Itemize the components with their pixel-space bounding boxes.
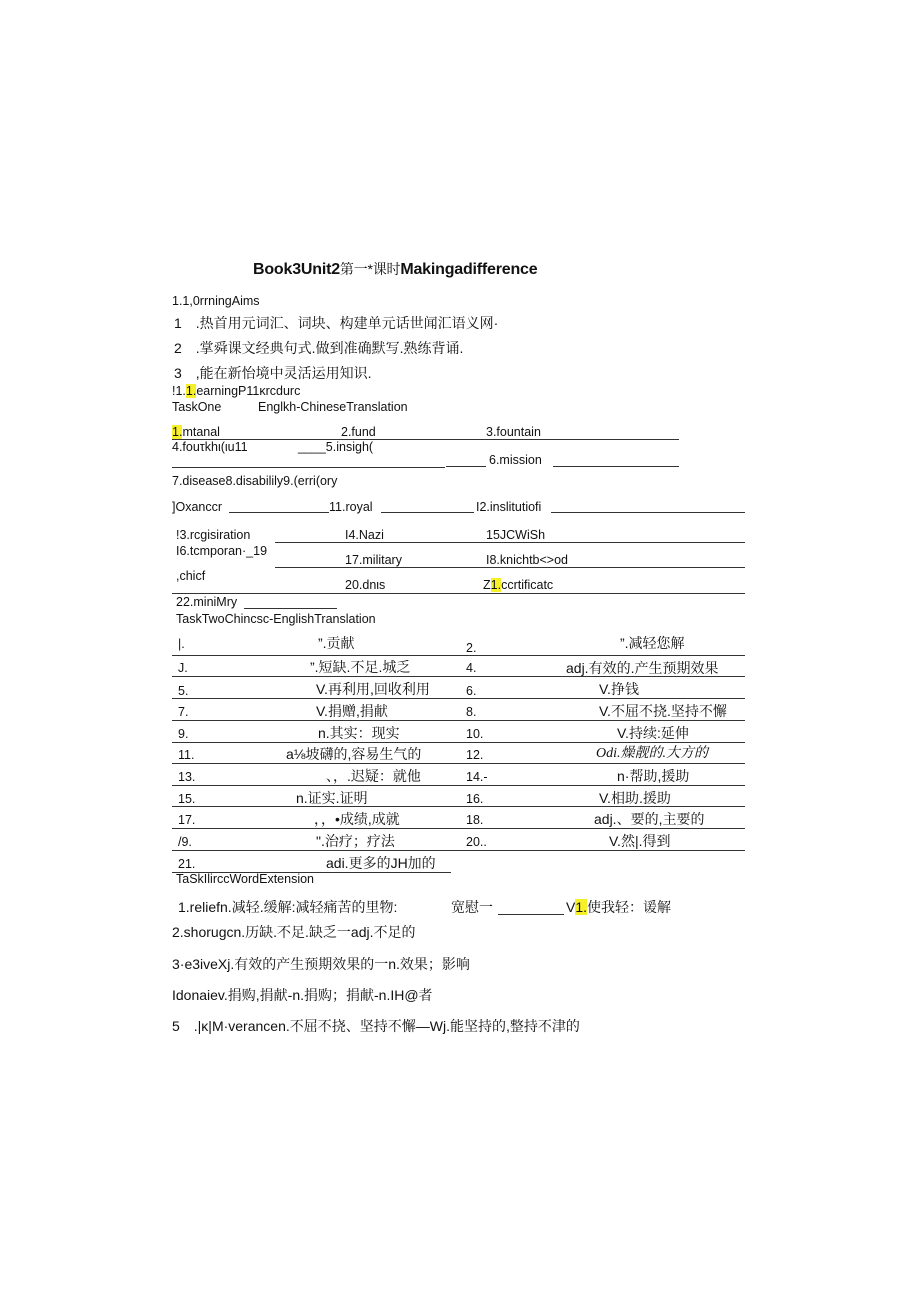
- ext-1-c-text: 使我轻：谖解: [587, 899, 672, 915]
- page-title: [253, 262, 537, 277]
- word-3: 3.fountain: [486, 425, 541, 439]
- row9-right-num: 18.: [466, 813, 484, 827]
- aims-heading: 1.1,0rrningAims: [172, 294, 260, 308]
- answer-line: [275, 542, 745, 543]
- answer-line: [498, 914, 564, 915]
- answer-line: [553, 466, 679, 467]
- row9-right-text: adj.、要的,主要的: [594, 811, 705, 827]
- answer-line: [172, 763, 745, 764]
- row2-left-num: J.: [178, 661, 188, 675]
- row3-left-text: V.再利用,回收利用: [316, 681, 430, 697]
- row11-left-text: adi.更多的JH加的: [326, 855, 436, 871]
- task-two-title: TaskTwoChincsc-EnglishTranslation: [176, 612, 376, 626]
- answer-line: [275, 567, 745, 568]
- word-13: !3.rcgisiration: [176, 528, 251, 542]
- title-left: Book3Unit2: [253, 261, 340, 278]
- row1-left-num: |.: [178, 637, 185, 651]
- answer-line: [172, 593, 745, 594]
- word-1-num: 1.: [172, 425, 183, 439]
- answer-line: [172, 698, 745, 699]
- row8-left-text: n.证实.证明: [296, 790, 368, 806]
- word-14: I4.Nazi: [345, 528, 384, 542]
- answer-line: [172, 655, 745, 656]
- word-12: I2.inslitutiofi: [476, 500, 542, 514]
- word-1-text: mtanal: [182, 425, 220, 439]
- row2-right-num: 4.: [466, 661, 477, 675]
- row8-right-text: V.相助.援助: [599, 790, 671, 806]
- answer-line: [172, 720, 745, 721]
- aim-item-1: [174, 316, 498, 331]
- answer-line: [172, 676, 745, 677]
- answer-line: [551, 512, 745, 513]
- answer-line: [172, 806, 745, 807]
- ext-1: 1.reliefn.减轻.缓解:减轻痛苦的里物:: [178, 899, 398, 915]
- row3-left-num: 5.: [178, 684, 189, 698]
- ext-3: 3·e3iveXj.有效的产生预期效果的一n.效果；影响: [172, 956, 470, 972]
- row3-right-text: V.挣钱: [599, 681, 639, 697]
- answer-line: [172, 850, 745, 851]
- ext-5: 5 .|κ|M·verancen.不屈不挠、坚持不懈—Wj.能坚持的,整持不津的: [172, 1018, 580, 1034]
- row10-left-text: ".治疗；疗法: [316, 833, 395, 849]
- row5-left-num: 9.: [178, 727, 189, 741]
- row8-right-num: 16.: [466, 792, 484, 806]
- word-7-9: 7.disease8.disabilily9.(erri(ory: [172, 474, 338, 488]
- task-three-title: TaSkIlirccWordExtension: [176, 872, 315, 886]
- row3-right-num: 6.: [466, 684, 477, 698]
- row6-left-num: 11.: [178, 748, 195, 762]
- row6-right-num: 12.: [466, 748, 484, 762]
- row4-left-num: 7.: [178, 705, 189, 719]
- answer-line: [229, 512, 329, 513]
- learning-post: earningP11κrcdurc: [196, 384, 301, 398]
- row10-right-text: V.然|.得到: [609, 833, 671, 849]
- word-19: ,chicf: [176, 569, 206, 583]
- ext-2: 2.shorugcn.历缺.不足.缺乏一adj.不足的: [172, 924, 416, 940]
- aim-text: .热首用元词汇、词块、构建单元话世闻汇语义网·: [195, 315, 499, 331]
- word-21-text: ccrtificatc: [501, 578, 554, 592]
- row8-left-num: 15.: [178, 792, 196, 806]
- row9-left-text: ，，•成绩,成就: [314, 811, 400, 827]
- row4-left-text: V.捐赠,捐献: [316, 703, 388, 719]
- word-21-num: 1.: [490, 578, 502, 592]
- row4-right-num: 8.: [466, 705, 477, 719]
- row1-right-num: 2.: [466, 641, 477, 655]
- answer-line: [244, 608, 337, 609]
- ext-1-c: [566, 900, 671, 915]
- answer-line: [172, 785, 745, 786]
- learning-hl: 1.: [185, 384, 197, 398]
- word-17: 17.military: [345, 553, 402, 567]
- title-mid: 第一*课时: [339, 261, 401, 277]
- row5-right-text: V.持续:延伸: [617, 725, 689, 741]
- row7-right-text: n·帮助,援助: [617, 768, 690, 784]
- row1-right-text: ”.减轻您解: [620, 635, 685, 651]
- answer-line: [381, 512, 474, 513]
- answer-line: [446, 466, 486, 467]
- word-10: ]Oxanccr: [172, 500, 223, 514]
- row4-right-text: V.不屈不挠.坚持不懈: [599, 703, 727, 719]
- row1-left-text: ”.贡献: [318, 635, 355, 651]
- row7-left-num: 13.: [178, 770, 196, 784]
- aim-num: 3: [174, 365, 182, 381]
- learning-heading: [172, 384, 300, 399]
- answer-line: [172, 742, 745, 743]
- word-1: [172, 425, 220, 440]
- word-20: 20.dnιs: [345, 578, 386, 592]
- word-6: 6.mission: [489, 453, 542, 467]
- answer-line: [172, 828, 745, 829]
- title-right: Makingadifference: [400, 261, 538, 278]
- word-21: [483, 578, 553, 593]
- answer-line: [172, 467, 445, 468]
- row10-left-num: /9.: [178, 835, 192, 849]
- row5-left-text: n.其实：现实: [318, 725, 400, 741]
- row7-left-text: 、，.迟疑：就他: [326, 768, 421, 784]
- learning-pre: !1.: [172, 384, 186, 398]
- row11-left-num: 21.: [178, 857, 196, 871]
- word-5: ____5.insigh(: [298, 440, 374, 454]
- row2-left-text: ”.短缺.不足.城乏: [310, 659, 411, 675]
- aim-item-2: [174, 341, 463, 356]
- row5-right-num: 10.: [466, 727, 484, 741]
- task-one-title: Englkh-ChineseTranslation: [258, 400, 408, 414]
- word-15: 15JCWiSh: [486, 528, 546, 542]
- ext-4: Idonaiev.捐购,捐献-n.捐购；捐献-n.IH@者: [172, 987, 433, 1003]
- task-one-label: TaskOne: [172, 400, 222, 414]
- word-16: I6.tcmporan·_19: [176, 544, 268, 558]
- word-4: 4.fouτkhι(ιu11: [172, 440, 248, 454]
- aim-text: .掌舜课文经典句式.做到准确默写.熟练背诵.: [195, 340, 464, 356]
- word-21-pre: Z: [483, 578, 491, 592]
- row9-left-num: 17.: [178, 813, 196, 827]
- aim-text: ,能在新怡境中灵活运用知识.: [195, 365, 372, 381]
- row10-right-num: 20..: [466, 835, 487, 849]
- row7-right-num: 14.-: [466, 770, 488, 784]
- row6-left-text: a⅛坡礴的,容易生气的: [286, 746, 422, 762]
- aim-item-3: [174, 366, 372, 381]
- ext-1-c-pre: V: [566, 899, 576, 915]
- ext-1-c-hl: 1.: [575, 899, 588, 915]
- ext-1-b: 宽慰一: [451, 899, 493, 915]
- answer-line: [172, 439, 679, 440]
- aim-num: 2: [174, 340, 182, 356]
- word-11: 11.royal: [329, 500, 373, 514]
- word-18: I8.knichtb<>od: [486, 553, 569, 567]
- word-22: 22.miniMry: [176, 595, 238, 609]
- aim-num: 1: [174, 315, 182, 331]
- row2-right-text: adj.有效的.产生预期效果: [566, 660, 719, 676]
- row6-right-text: Odi.燥靓的.大方的: [596, 746, 708, 761]
- word-2: 2.fund: [341, 425, 376, 439]
